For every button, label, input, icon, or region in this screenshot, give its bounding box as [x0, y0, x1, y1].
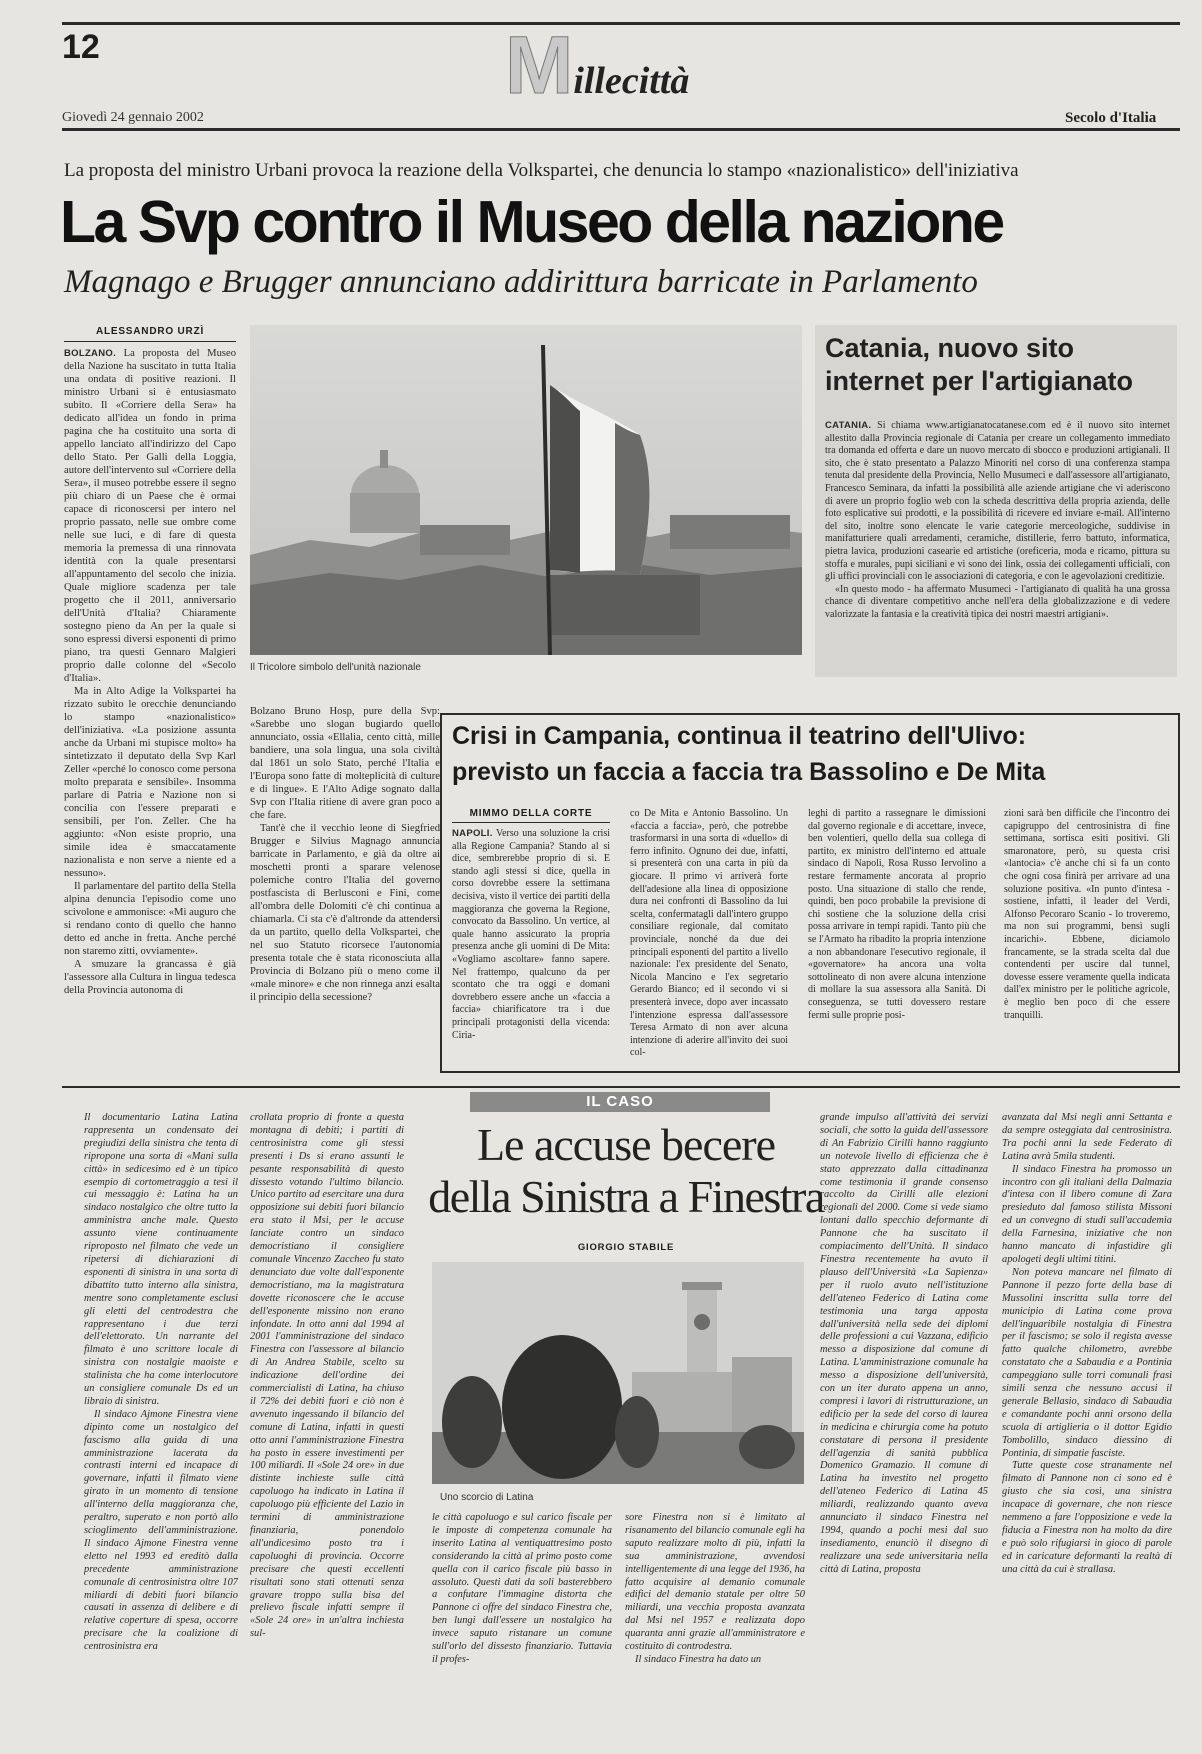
latina-photo [432, 1262, 804, 1484]
lead-headline: La Svp contro il Museo della nazione [60, 189, 1003, 255]
catania-body [825, 420, 1170, 672]
lead-column-1 [64, 347, 236, 1127]
lead-kicker: La proposta del ministro Urbani provoca la reazione della Volkspartei, che denuncia lo stampo «nazionalistico» dell'iniziativa [64, 160, 1019, 181]
catania-headline: Catania, nuovo sito internet per l'artigianato [825, 333, 1133, 396]
lead-byline-rule [64, 341, 236, 342]
caso-column-4 [625, 1512, 805, 1744]
campania-column-4 [1004, 808, 1170, 1066]
masthead-rule [62, 128, 1180, 131]
lead-col2-paragraph-1: Bolzano Bruno Hosp, pure della Svp: «Sarebbe uno slogan bugiardo quello annunciato, ossia «Ellalia, cento città, mille bandiere, una sola lingua, una sola civiltà dal 1861 un solo Stato, perché l'Italia e l'Europa sono fatte di molteplicità di culture e di lingue». E l'Alto Adige sognato dalla Svp con l'Italia ritiene di avere gran poco a che fare. [250, 706, 440, 821]
section-title-rest: illecittà [573, 60, 690, 102]
section-title [505, 20, 690, 111]
latina-square-image [432, 1262, 804, 1484]
lead-byline: ALESSANDRO URZÌ [95, 326, 205, 337]
campania-byline-rule [452, 822, 610, 823]
lead-col2-paragraph-2: Tant'è che il vecchio leone di Siegfried Brugger e Silvius Magnago annuncia barricate in Parlamento, e già da oltre ai moschetti pronti a sparare velenose polemiche contro l'Italia del governo postfascista di Berlusconi e Fini, come all'ombra delle Dolomiti c'è chi continua a chiamarla. Ci sta c'è d'altronde da attendersi da un partito, quello della Volkspartei, che nel suo Statuto ricorsece l'autonomia presenta totale che è stata riconosciuta alla Provincia di Bolzano più o meno come il «male minore» e che non rinnega anzi esalta il principio della secessione? [250, 823, 440, 1003]
caso-label: IL CASO [470, 1092, 770, 1112]
lead-column-2 [250, 705, 440, 1125]
campania-dateline: NAPOLI. [452, 828, 493, 839]
caso-headline-2: della Sinistra a Finestra [428, 1171, 824, 1222]
campania-col4-text: zioni sarà ben difficile che l'incontro dei capigruppo del centrosinistra di fine settimana, sortisca esiti positivi. Gli smaronatore, però, su questa crisi «lantocia» c'è anche chi si fa un conto che ogni cosa finirà per arrivare ad una soluzione positiva. «In punto d'intesa - sostiene, infatti, il leader del Verdi, Alfonso Pecoraro Scanio - lo troveremo, ma non sui programmi, bensì sugli incarichi». Ebbene, diciamolo francamente, se la strada scelta dal due contendenti per uscire dal tunnel, dovesse essere veramente quella indicata dall'ex ministro per le politiche agricole, è meglio ben poco di che essere tranquilli. [1004, 808, 1170, 1021]
caso-col6-text: avanzata dal Msi negli anni Settanta e da sempre osteggiata dal centrosinistra. Tra pochi anni la sede Federato di Latina avrà 5mila studenti. [1002, 1112, 1172, 1162]
caso-col6-paragraph-2: Il sindaco Finestra ha promosso un incontro con gli italiani della Dalmazia d'intesa con il libero comune di Zara presieduto dal famoso stilista Missoni ed un convegno di studi sull'accademia della Farnesina, iniziative che non hanno mancato di infastidire gli apologeti degli ultimi titini. [1002, 1163, 1172, 1265]
caso-column-2 [250, 1112, 404, 1744]
caso-byline: GIORGIO STABILE [577, 1242, 675, 1253]
caso-col4-text: sore Finestra non si è limitato al risanamento del bilancio comunale egli ha saputo realizzare molto di più, infatti la sua amministrazione, avvendosi intelligentemente di una legge del 1936, ha fatto acquisire al demanio comunale edifici del demanio statale per oltre 50 miliardi, una vecchia proposta avanzata dal Msi nel 1957 e realizzata dopo quaranta anni grazie all'amministratore e costituito di controdestra. [625, 1512, 805, 1653]
caso-col5-text: grande impulso all'attività dei servizi sociali, che sotto la guida dell'assessore di An Fabrizio Cirilli hanno raggiunto un notevole livello di efficienza che è stato apprezzato dalla cittadinanza come testimonia il grande consenso raccolto da Cirilli alle elezioni regionali del 2000. Come si vede siamo lontani dallo specchio deformante di Pannone che ha suscitato il compiacimento dell'Unità. Il sindaco Finestra recentemente ha avuto il plauso dell'Università «La Sapienza» per il ruolo avuto nell'istituzione dell'ateneo Federico di Latina come testimonia una targa apposta dall'università nella sede dei diplomi delle professioni a cui Vazzana, edificio messo a disposizione dal comune di Latina. L'amministrazione comunale ha messo a disposizione dell'università, con un iter durato appena un anno, compresi i lavori di ristrutturazione, un edificio per la sede del corso di laurea in medicina e chirurgia come ha potuto constatare di persona il presidente dell'agenzia di sanità pubblica Domenico Gramazio. Il comune di Latina ha investito nel progetto dell'ateneo Federico di Latina 45 miliardi, realizzando quanto aveva annunciato il sindaco Finestra nel 1994, quando a pochi mesi dal suo insediamento, enunciò il disegno di realizzare una sede universitaria nella città di Latina, proposta [820, 1112, 988, 1575]
lead-col1-paragraph-4: A smuzare la grancassa è già l'assessore alla Cultura in lingua tedesca della Provincia autonoma di [64, 959, 236, 996]
rome-flag-image [250, 325, 802, 655]
campania-byline: MIMMO DELLA CORTE [469, 808, 593, 819]
tricolore-photo [250, 325, 802, 655]
lead-col1-paragraph-3: Il parlamentare del partito della Stella alpina denuncia l'episodio come uno scivolone e ammonisce: «Mi auguro che si rendano conto di quello che hanno detto ed anche in fretta. Anche perché non staremo zitti, ovviamente». [64, 881, 236, 957]
campania-col2-text: co De Mita e Antonio Bassolino. Un «faccia a faccia», però, che potrebbe trasformarsi in una sorta di «duello» di ferro infinito. Ognuno dei due, infatti, si presenterà con una carta in più da giocare. Il primo vi arriverà forte dell'adesione alla linea di opposizione dura nei confronti di Bassolino da lui scelta, confermatagli dall'intero gruppo consiliare regionale, dal comitato provinciale, nonché da due dei principali esponenti del partito a livello nazionale: l'ex presidente del Senato, Nicola Mancino e l'ex segretario Gerardo Bianco; ed il secondo vi si presenterà invece, dopo aver incassato l'intenzione espressa dall'assessore Teresa Armato di non aver alcuna intenzione di aderire all'invito dei suoi col- [630, 808, 788, 1059]
issue-date: Giovedì 24 gennaio 2002 [62, 110, 204, 125]
campania-column-2 [630, 808, 788, 1066]
campania-headline-1: Crisi in Campania, continua il teatrino dell'Ulivo: [452, 722, 1027, 750]
caso-top-rule [62, 1086, 1180, 1088]
page-number: 12 [62, 28, 100, 66]
lead-dateline: BOLZANO. [64, 348, 117, 359]
caso-col6-paragraph-4: Tutte queste cose stranamente nel filmato di Pannone non ci sono ed è giusto che sia così, una sinistra incapace di governare, che non riesce nemmeno a fare l'opposizione e vede la fiducia a Finestra non ha molto da dire e può solo rifugiarsi in gioco di parole ed in caricature deformanti la realtà di una città da cui è strallasa. [1002, 1460, 1172, 1575]
caso-col1-paragraph-2: Il sindaco Ajmone Finestra viene dipinto come un nostalgico del fascismo alla guida di una amministrazione lacerata da contrasti interni ed incapace di governare, infatti il filmato viene girato in un momento di tensione all'interno della maggioranza che, peraltro, superato e non portò allo scioglimento dell'amministrazione. Il sindaco Ajmone Finestra venne eletto nel 1993 ed ereditò dalla precedente amministrazione comunale di centrosinistra oltre 107 miliardi di debiti fuori bilancio causati in assenza di delibere e di relative coperture di spesa, occorre precisare che la coalizione di centrosinistra era [84, 1408, 238, 1653]
caso-column-6 [1002, 1112, 1172, 1744]
lead-col1-text: La proposta del Museo della Nazione ha suscitato in tutta Italia una ondata di positive reazioni. Il ministro Urbani si è entusiasmato subito. Il «Corriere della Sera» ha dedicato all'idea un fondo in prima pagina che ha costituito una sorta di appello lanciato all'indirizzo del Capo dello Stato. Per Galli della Loggia, autore dell'intervento sul «Corriere della Sera», il museo potrebbe essere il segno più chiaro di un Paese che è ormai capace di riconoscersi per intero nel proprio passato, nelle sue ombre come nelle sue luci, e di fare di questa memoria la premessa di una rinnovata identità con la quale presentarsi all'appuntamento del secolo che inizia. Quale migliore scadenza per tale progetto che il 2011, anniversario dell'Unità d'Italia? Chiaramente sostegno pieno da An per la quale si sono espressi diversi esponenti di primo piano, tra questi Gennaro Malgieri proprio dalle colonne del «Secolo d'Italia». [64, 348, 236, 684]
tricolore-caption: Il Tricolore simbolo dell'unità nazionale [250, 662, 421, 673]
campania-column-1 [452, 828, 610, 1066]
lead-col1-paragraph-2: Ma in Alto Adige la Volkspartei ha rizzato subito le orecchie denunciando lo stampo «nazionalistico» dell'iniziativa. «La posizione assunta anche da Urbani mi stupisce molto» ha sintetizzato il deputato della Svp Karl Zeller «perché lo conosco come persona molto preparata e sensibile». Insomma parlare di Patria e Nazione non si concilia con l'essere preparati e sensibili, per l'on. Zeller. Che ha aggiunto: «Non esiste proprio, una simile idea è smaccatamente nazionalista e non serve a niente ed a nessuno». [64, 686, 236, 879]
caso-col3-text: le città capoluogo e sul carico fiscale per le imposte di competenza comunale ha inserito Latina al ventiquattresimo posto considerando la città al primo posto come quella con il carico fiscale più basso in assoluto. Questi dati da soli basterebbero a confutare l'immagine distorta che Pannone ci offre del sindaco Finestra che, ben lungi dall'essere un nostalgico ha invece saputo ristanare un comune sull'orlo del dissesto finanziario. Tuttavia il profes- [432, 1512, 612, 1665]
catania-quote: «In questo modo - ha affermato Musumeci - l'artigianato di qualità ha una grossa chance di diventare competitivo anche nell'era della globalizzazione e di vedere valorizzate la fantasia e la creatività tipica dei nostri maestri artigiani». [825, 583, 1170, 620]
campania-column-3 [808, 808, 986, 1066]
campania-col1-text: Verso una soluzione la crisi alla Regione Campania? Stando al si dice, sembrerebbe proprio di sì. E stando agli stessi si dice, quella in corso dovrebbe essere la settimana decisiva, visto il vertice dei partiti della maggioranza che governa la Regione, convocato da Bassolino. Un vertice, al quale hanno assicurato la propria presenza anche gli uomini di De Mita: «Vogliamo ascoltare» fanno sapere. Nel frattempo, qualcuno da per scontato che tra oggi e domani dovrebbero essere anche un «faccia a faccia» chiarificatore tra i due principali protagonisti della vicenda: Ciria- [452, 828, 610, 1041]
caso-column-1 [84, 1112, 238, 1744]
publication-name: Secolo d'Italia [1065, 110, 1157, 126]
campania-col3-text: leghi di partito a rassegnare le dimissioni dal governo regionale e di accettare, invece, ben volentieri, quello della sua collega di partito, ex ministro dell'interno ed attuale sindaco di Napoli, Rosa Russo Iervolino a restare fermamente ancorata al proprio posto. Una situazione di stallo che rende, quindi, ben poco probabile la previsione di chi sostiene che la soluzione della crisi possa arrivare in tempi rapidi. Tanto più che se l'Armato ha ribadito la propria intenzione a non abbandonare l'esecutivo regionale, il «governatore» ha ancora una volta sottolineato di non avere alcuna intenzione di mollare la sua assessora alla Sanità. Di conseguenza, se tutti dovessero restare fermi sulle proprie posi- [808, 808, 986, 1021]
caso-col6-paragraph-3: Non poteva mancare nel filmato di Pannone il pezzo forte della base di Mussolini inscritta sulla torre del municipio di Latina come prova dell'inguaribile nostalgia di Finestra per il fascismo; se solo il regista avesse fatto qualche chilometro, avrebbe constatato che a Sabaudia e a Pontinia campeggiano sulle torri comunali frasi simili senza che nessuno accusi il generale Bellasio, sindaco di Sabaudia e comandante pochi anni orsono della scuola di artiglieria o il dottor Egidio Tombolillo, sindaco diessino di Pontinia, di simpatie fasciste. [1002, 1266, 1172, 1459]
latina-caption: Uno scorcio di Latina [440, 1492, 534, 1503]
caso-col2-text: crollata proprio di fronte a questa montagna di debiti; i partiti di centrosinistra come gli stessi presenti i Ds si erano assunti le pesante responsabilità di questo dissesto votando l'ultimo bilancio. Unico partito ad esercitare una dura opposizione sui debiti fuori bilancio era stato il Msi, per le accuse lanciate contro un sindaco democristiano il consigliere comunale Vincenzo Zaccheo fu stato denunciato due volte dall'esponente democristiano, ma la magistratura dovette riconoscere che le accuse dell'esponente missino non erano infondate. In otto anni dal 1994 al 2001 l'amministrazione del sindaco Finestra con l'assessore al bilancio di An Andrea Stabile, scelto su indicazione dell'ordine dei commercialisti di Latina, ha chiuso il 72% dei debiti fuori e ciò non è avvenuto ingessando il bilancio del comune di Latina, infatti in questi otto anni l'amministrazione Finestra ha posto in essere investimenti per 100 miliardi. Il «Sole 24 ore» in due distinte inchieste sulle città capoluogo ha indicato in Latina il capoluogo più efficiente del Lazio in termini di amministrazione finanziaria, ponendolo all'undicesimo posto tra i capoluoghi di provincia. Occorre precisare che questi eccellenti risultati sono stati ottenuti senza gravare troppo sulla bisa del prelievo fiscale infatti sempre il «Sole 24 ore» in un'altra inchiesta sul- [250, 1112, 404, 1640]
top-rule [62, 22, 1180, 25]
caso-column-5 [820, 1112, 988, 1744]
catania-text: Si chiama www.artigianatocatanese.com ed è il nuovo sito internet allestito dalla Provincia regionale di Catania per creare un collegamento immediato tra domanda ed offerta e dare un nuovo mercato di sbocco e produzioni artigianali. Il sito, che è stato presentato a Palazzo Minoriti nel corso di una conferenza stampa tenuta dal presidente della Provincia, Nello Musumeci e dall'assessore all'artigianato, Francesco Seminara, da infatti la possibilità alle aziende artigiane che vi aderiscono di avere un proprio foglio web con la scheda descrittiva della propria azienda, delle foto esplicative sui prodotti, e la possibilità di ricevere ed inviare e-mail. All'interno del sito, inoltre sono elencate le varie categorie merceologiche, suddivise in manifatturiere quali arredamenti, ceramiche, distillerie, ferro battuto, informatica, pietra lavica, produzioni casearie ed artistiche (oreficeria, moda e ricamo, pittura su stoffa e murales, pupi siciliani e vi sono dei link, ossia dei collegamenti ufficiali, con gli uffici provinciali con le associazioni di categoria, e con le agevolazioni creditizie. [825, 420, 1170, 583]
caso-headline-1: Le accuse becere [476, 1119, 776, 1170]
caso-col1-text: Il documentario Latina Latina rappresenta un condensato dei pregiudizi della sinistra che tenta di ripropone una sorta di «Mani sulla città» in sedicesimo ed è un tipico esempio di cortometraggio a tesi il cui messaggio è: Latina ha un sindaco nostalgico che oltre tutto la amministra anche male. Questo assunto viene continuamente riproposto nel filmato che vede un ripetersi di dichiarazioni di esponenti di sinistra in una sorta di dibattito tutto interno alla sinistra, mentre sono completamente esclusi gli eletti del centrodestra che rappresentano i due terzi dell'elettorato. Un narrante del filmato è uno scrittore locale di sinistra con nostalgie maoiste e stalinista che ha come interlocutore un consigliere comunale Ds ed un libraio di sinistra. [84, 1112, 238, 1407]
caso-col4-paragraph-2: Il sindaco Finestra ha dato un [635, 1653, 762, 1665]
lead-subhead: Magnago e Brugger annunciano addirittura barricate in Parlamento [64, 264, 978, 300]
catania-dateline: CATANIA. [825, 420, 872, 431]
campania-headline-2: previsto un faccia a faccia tra Bassolino e De Mita [452, 758, 1046, 786]
section-title-initial: M [505, 20, 574, 111]
caso-column-3 [432, 1512, 612, 1744]
